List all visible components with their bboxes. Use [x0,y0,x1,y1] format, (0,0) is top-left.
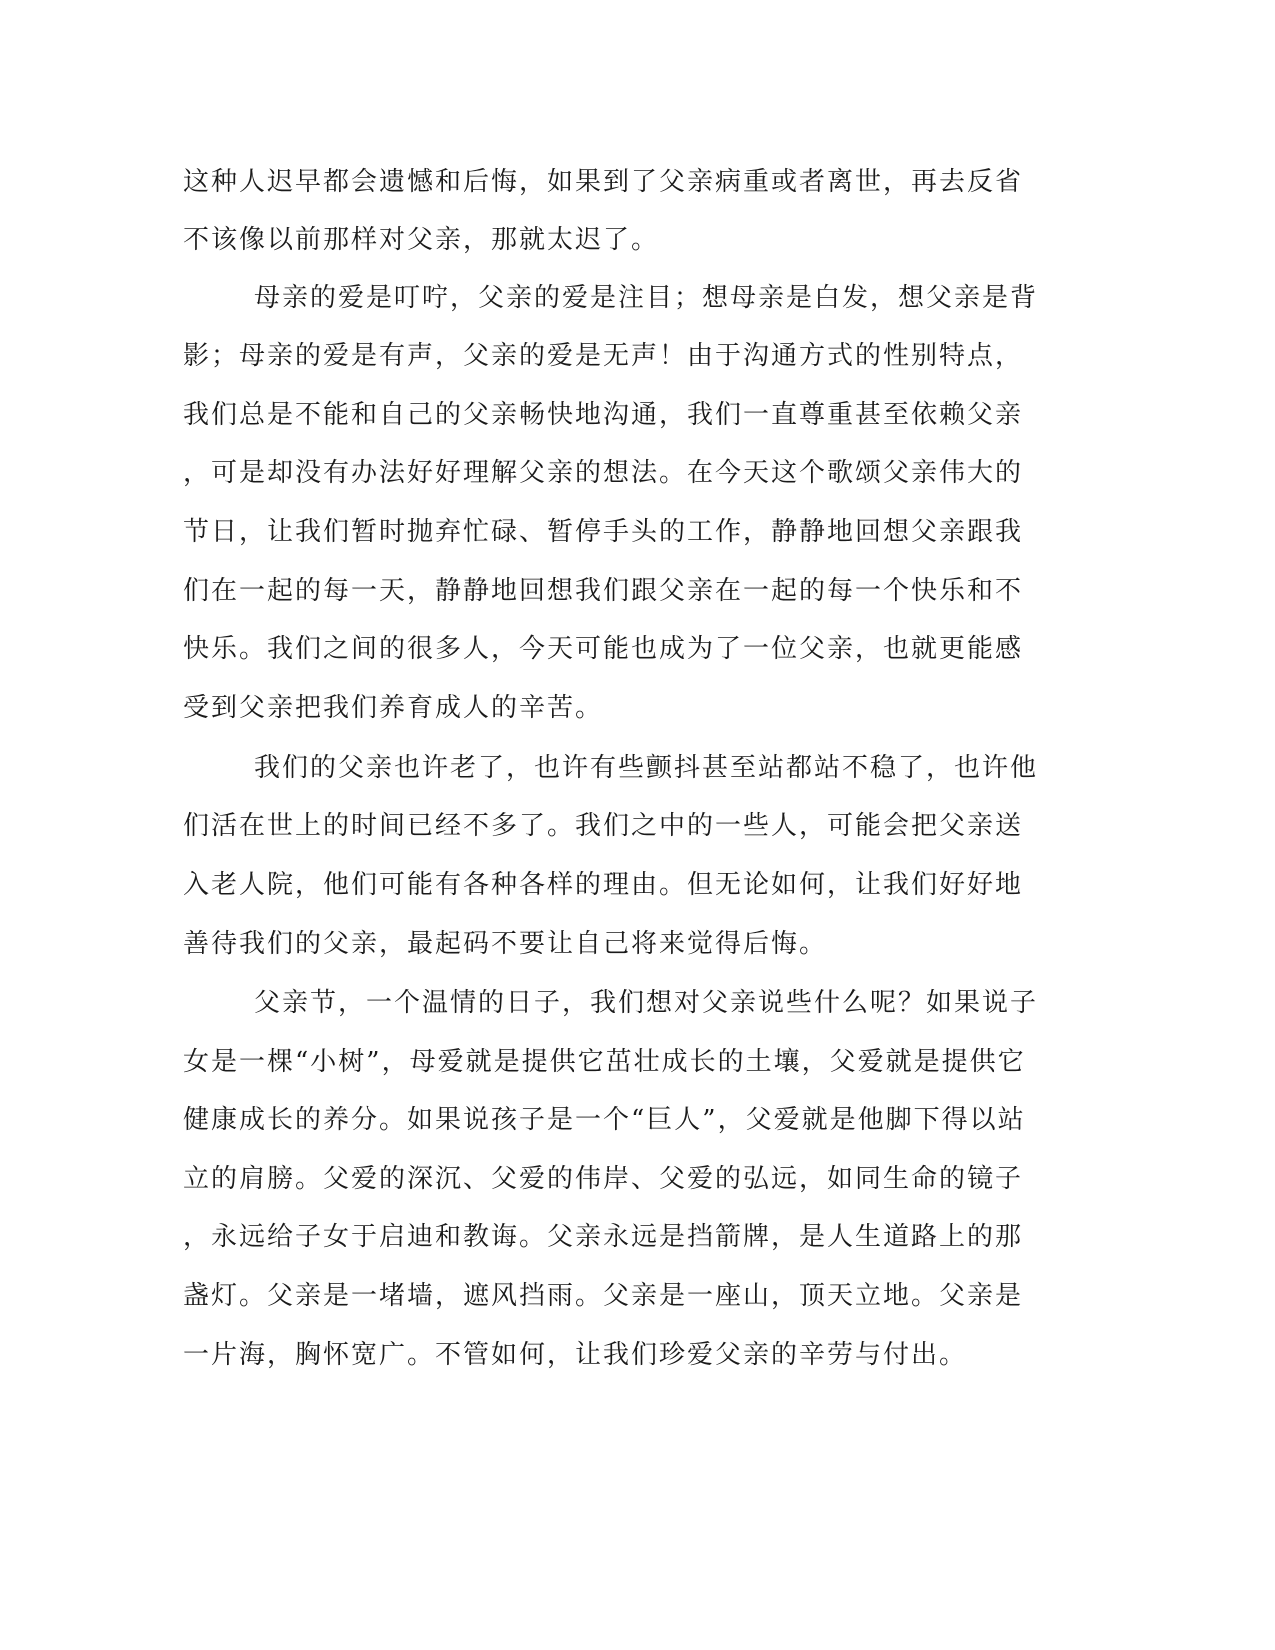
text-line: 这种人迟早都会遗憾和后悔，如果到了父亲病重或者离世，再去反省 [183,167,1024,197]
text-line: 善待我们的父亲，最起码不要让自己将来觉得后悔。 [183,929,828,959]
paragraph-first-line: 我们的父亲也许老了，也许有些颤抖甚至站都站不稳了，也许他 [254,753,1039,783]
text-line: ，可是却没有办法好好理解父亲的想法。在今天这个歌颂父亲伟大的 [183,458,1024,488]
text-line: 女是一棵“小树”，母爱就是提供它茁壮成长的土壤，父爱就是提供它 [183,1047,1026,1077]
text-line: 们活在世上的时间已经不多了。我们之中的一些人，可能会把父亲送 [183,811,1024,841]
text-line: 一片海，胸怀宽广。不管如何，让我们珍爱父亲的辛劳与付出。 [183,1340,968,1370]
text-line: 节日，让我们暂时抛弃忙碌、暂停手头的工作，静静地回想父亲跟我 [183,517,1024,547]
paragraph-first-line: 母亲的爱是叮咛，父亲的爱是注目；想母亲是白发，想父亲是背 [254,283,1039,313]
paragraph-first-line: 父亲节，一个温情的日子，我们想对父亲说些什么呢？如果说子 [254,988,1039,1018]
text-line: 们在一起的每一天，静静地回想我们跟父亲在一起的每一个快乐和不 [183,576,1024,606]
text-line: 立的肩膀。父爱的深沉、父爱的伟岸、父爱的弘远，如同生命的镜子 [183,1164,1024,1194]
text-line: 影；母亲的爱是有声，父亲的爱是无声！由于沟通方式的性别特点， [183,341,1024,371]
text-line: 快乐。我们之间的很多人，今天可能也成为了一位父亲，也就更能感 [183,634,1024,664]
text-line: 不该像以前那样对父亲，那就太迟了。 [183,225,660,255]
text-line: ，永远给子女于启迪和教诲。父亲永远是挡箭牌，是人生道路上的那 [183,1222,1024,1252]
text-line: 健康成长的养分。如果说孩子是一个“巨人”，父爱就是他脚下得以站 [183,1105,1026,1135]
text-line: 受到父亲把我们养育成人的辛苦。 [183,693,604,723]
text-line: 盏灯。父亲是一堵墙，遮风挡雨。父亲是一座山，顶天立地。父亲是 [183,1281,1024,1311]
text-line: 入老人院，他们可能有各种各样的理由。但无论如何，让我们好好地 [183,870,1024,900]
text-line: 我们总是不能和自己的父亲畅快地沟通，我们一直尊重甚至依赖父亲 [183,400,1024,430]
